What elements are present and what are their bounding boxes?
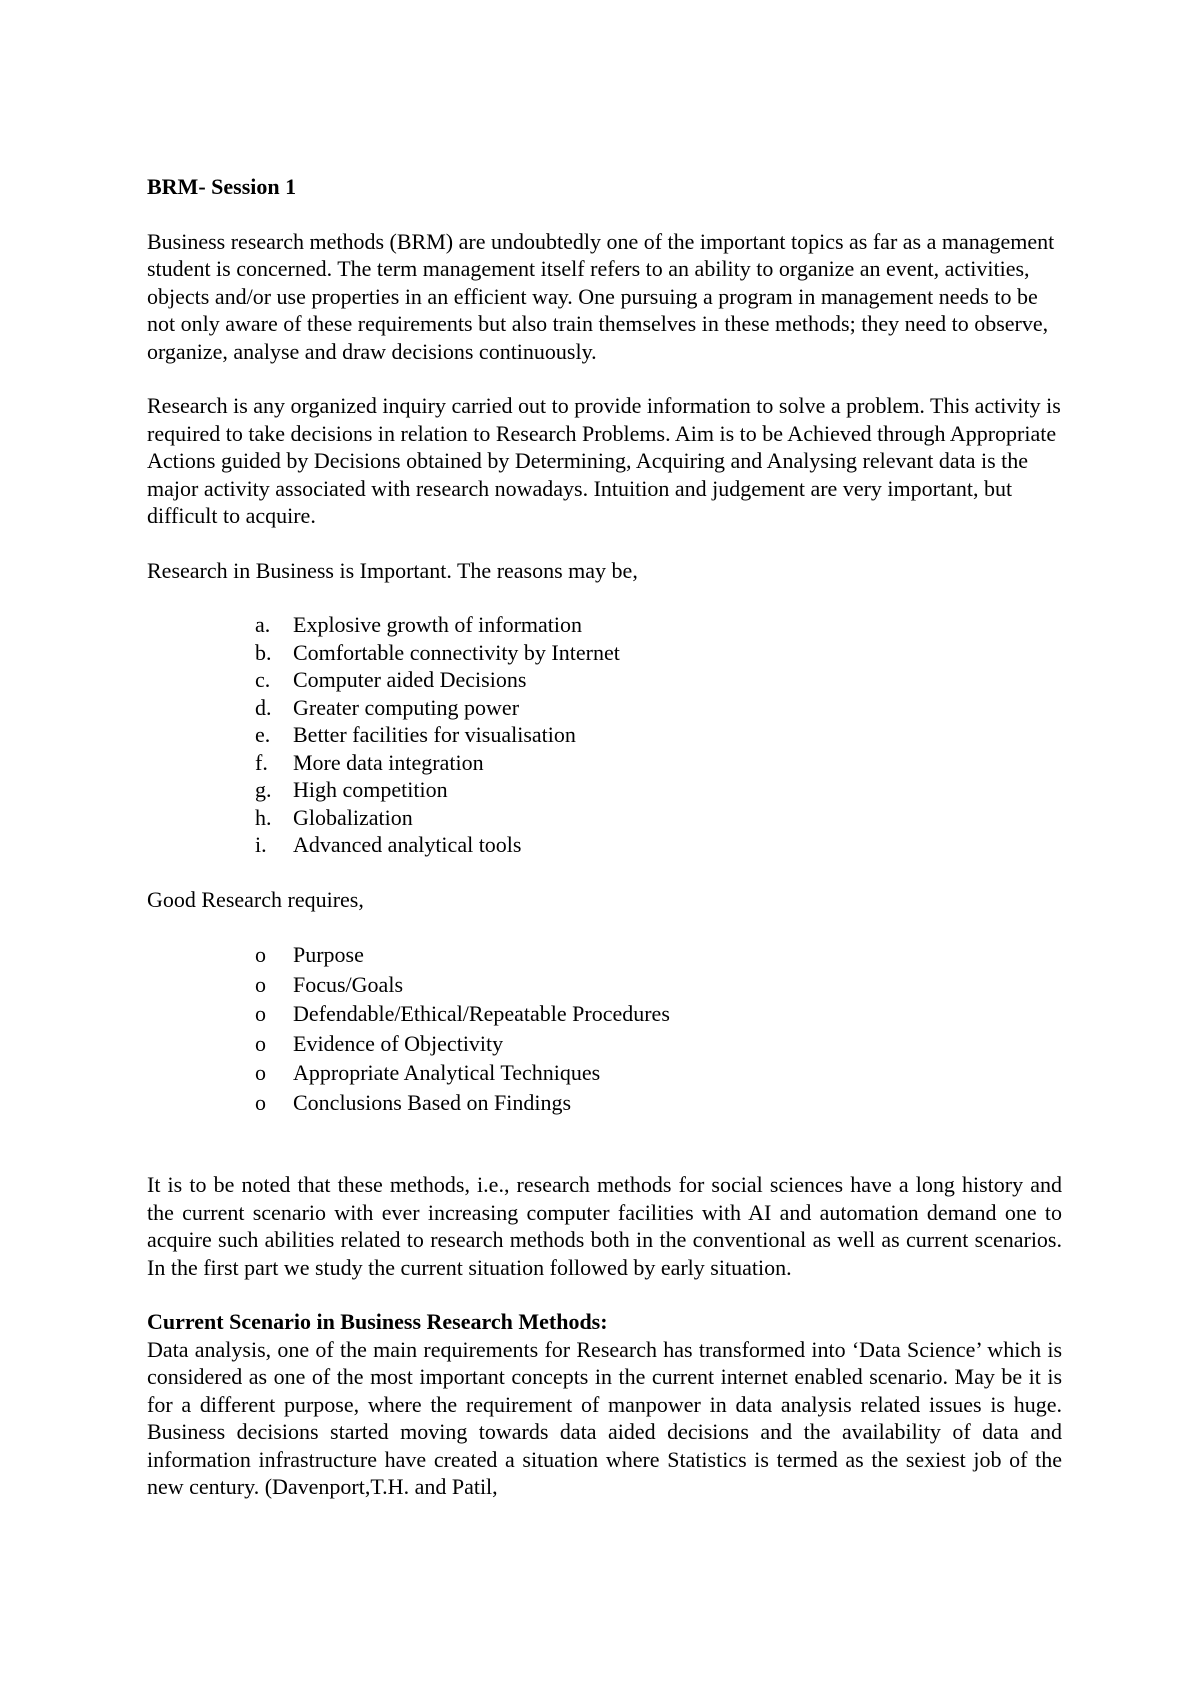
list-item-text: Advanced analytical tools bbox=[293, 832, 522, 857]
list-item bbox=[147, 666, 1062, 694]
list-marker: d. bbox=[255, 694, 272, 720]
list-item-text: Computer aided Decisions bbox=[293, 667, 527, 692]
list-item bbox=[147, 721, 1062, 749]
list-item bbox=[147, 940, 1062, 970]
good-research-intro: Good Research requires, bbox=[147, 886, 364, 912]
list-item-text: Explosive growth of information bbox=[293, 612, 583, 637]
list-marker: b. bbox=[255, 639, 272, 665]
requirements-list bbox=[147, 940, 1062, 1117]
list-item-text: High competition bbox=[293, 777, 448, 802]
list-marker: a. bbox=[255, 612, 271, 637]
list-marker: g. bbox=[255, 777, 272, 802]
bullet-marker: o bbox=[255, 1030, 266, 1056]
list-item-text: Appropriate Analytical Techniques bbox=[293, 1060, 601, 1085]
section-heading: Current Scenario in Business Research Methods: bbox=[147, 1309, 608, 1334]
list-item bbox=[147, 1029, 1062, 1059]
bullet-marker: o bbox=[255, 1001, 266, 1026]
list-item-text: More data integration bbox=[293, 749, 484, 775]
research-definition-paragraph: Research is any organized inquiry carried out to provide information to solve a problem. This activity is required to take decisions in relation to Research Problems. Aim is to be Achieved through Appropriate Actions guided by Decisions obtained by Determining, Acquiring and Analysing relevant data is the major activity associated with research nowadays. Intuition and judgement are very important, but difficult to acquire. bbox=[147, 393, 1061, 528]
list-item bbox=[147, 831, 1062, 859]
list-marker: i. bbox=[255, 832, 267, 857]
list-item bbox=[147, 970, 1062, 1000]
list-item bbox=[147, 1088, 1062, 1118]
list-item-text: Globalization bbox=[293, 804, 413, 830]
list-marker: e. bbox=[255, 722, 271, 747]
intro-paragraph: Business research methods (BRM) are undoubtedly one of the important topics as far as a management student is concerned. The term management itself refers to an ability to organize an event, activities, objects and/or use properties in an efficient way. One pursuing a program in management needs to be not only aware of these requirements but also train themselves in these methods; they need to observe, organize, analyse and draw decisions continuously. bbox=[147, 228, 1055, 364]
bullet-marker: o bbox=[255, 1060, 266, 1085]
bullet-marker: o bbox=[255, 1089, 266, 1115]
reasons-list bbox=[147, 611, 1062, 859]
list-item bbox=[147, 804, 1062, 832]
list-item bbox=[147, 776, 1062, 804]
list-item-text: Conclusions Based on Findings bbox=[293, 1089, 572, 1115]
list-item-text: Better facilities for visualisation bbox=[293, 722, 576, 747]
bullet-marker: o bbox=[255, 942, 266, 967]
list-item bbox=[147, 694, 1062, 722]
list-marker: c. bbox=[255, 667, 271, 692]
document-page bbox=[147, 173, 1062, 1528]
list-item bbox=[147, 999, 1062, 1029]
bullet-marker: o bbox=[255, 971, 266, 997]
list-marker: h. bbox=[255, 804, 272, 830]
reasons-intro: Research in Business is Important. The reasons may be, bbox=[147, 557, 638, 583]
list-item-text: Focus/Goals bbox=[293, 971, 403, 997]
list-item bbox=[147, 639, 1062, 667]
list-item-text: Comfortable connectivity by Internet bbox=[293, 639, 620, 665]
section-paragraph: Data analysis, one of the main requirements for Research has transformed into ‘Data Science’ which is considered as one of the most important concepts in the current internet enabled scenario. May be it is for a different purpose, where the requirement of manpower in data analysis related issues is huge. Business decisions started moving towards data aided decisions and the availability of data and information infrastructure have created a situation where Statistics is termed as the sexiest job of the new century. (Davenport,T.H. and Patil, bbox=[147, 1336, 1062, 1499]
document-title: BRM- Session 1 bbox=[147, 174, 297, 199]
list-item-text: Evidence of Objectivity bbox=[293, 1030, 504, 1056]
list-item bbox=[147, 749, 1062, 777]
list-item-text: Purpose bbox=[293, 942, 364, 967]
list-item bbox=[147, 1058, 1062, 1088]
note-paragraph: It is to be noted that these methods, i.e., research methods for social sciences have a long history and the current scenario with ever increasing computer facilities with AI and automation demand one to acquire such abilities related to research methods both in the conventional as well as current scenarios. In the first part we study the current situation followed by early situation. bbox=[147, 1172, 1062, 1280]
list-item bbox=[147, 611, 1062, 639]
list-marker: f. bbox=[255, 749, 268, 775]
list-item-text: Defendable/Ethical/Repeatable Procedures bbox=[293, 1001, 670, 1026]
list-item-text: Greater computing power bbox=[293, 694, 520, 720]
